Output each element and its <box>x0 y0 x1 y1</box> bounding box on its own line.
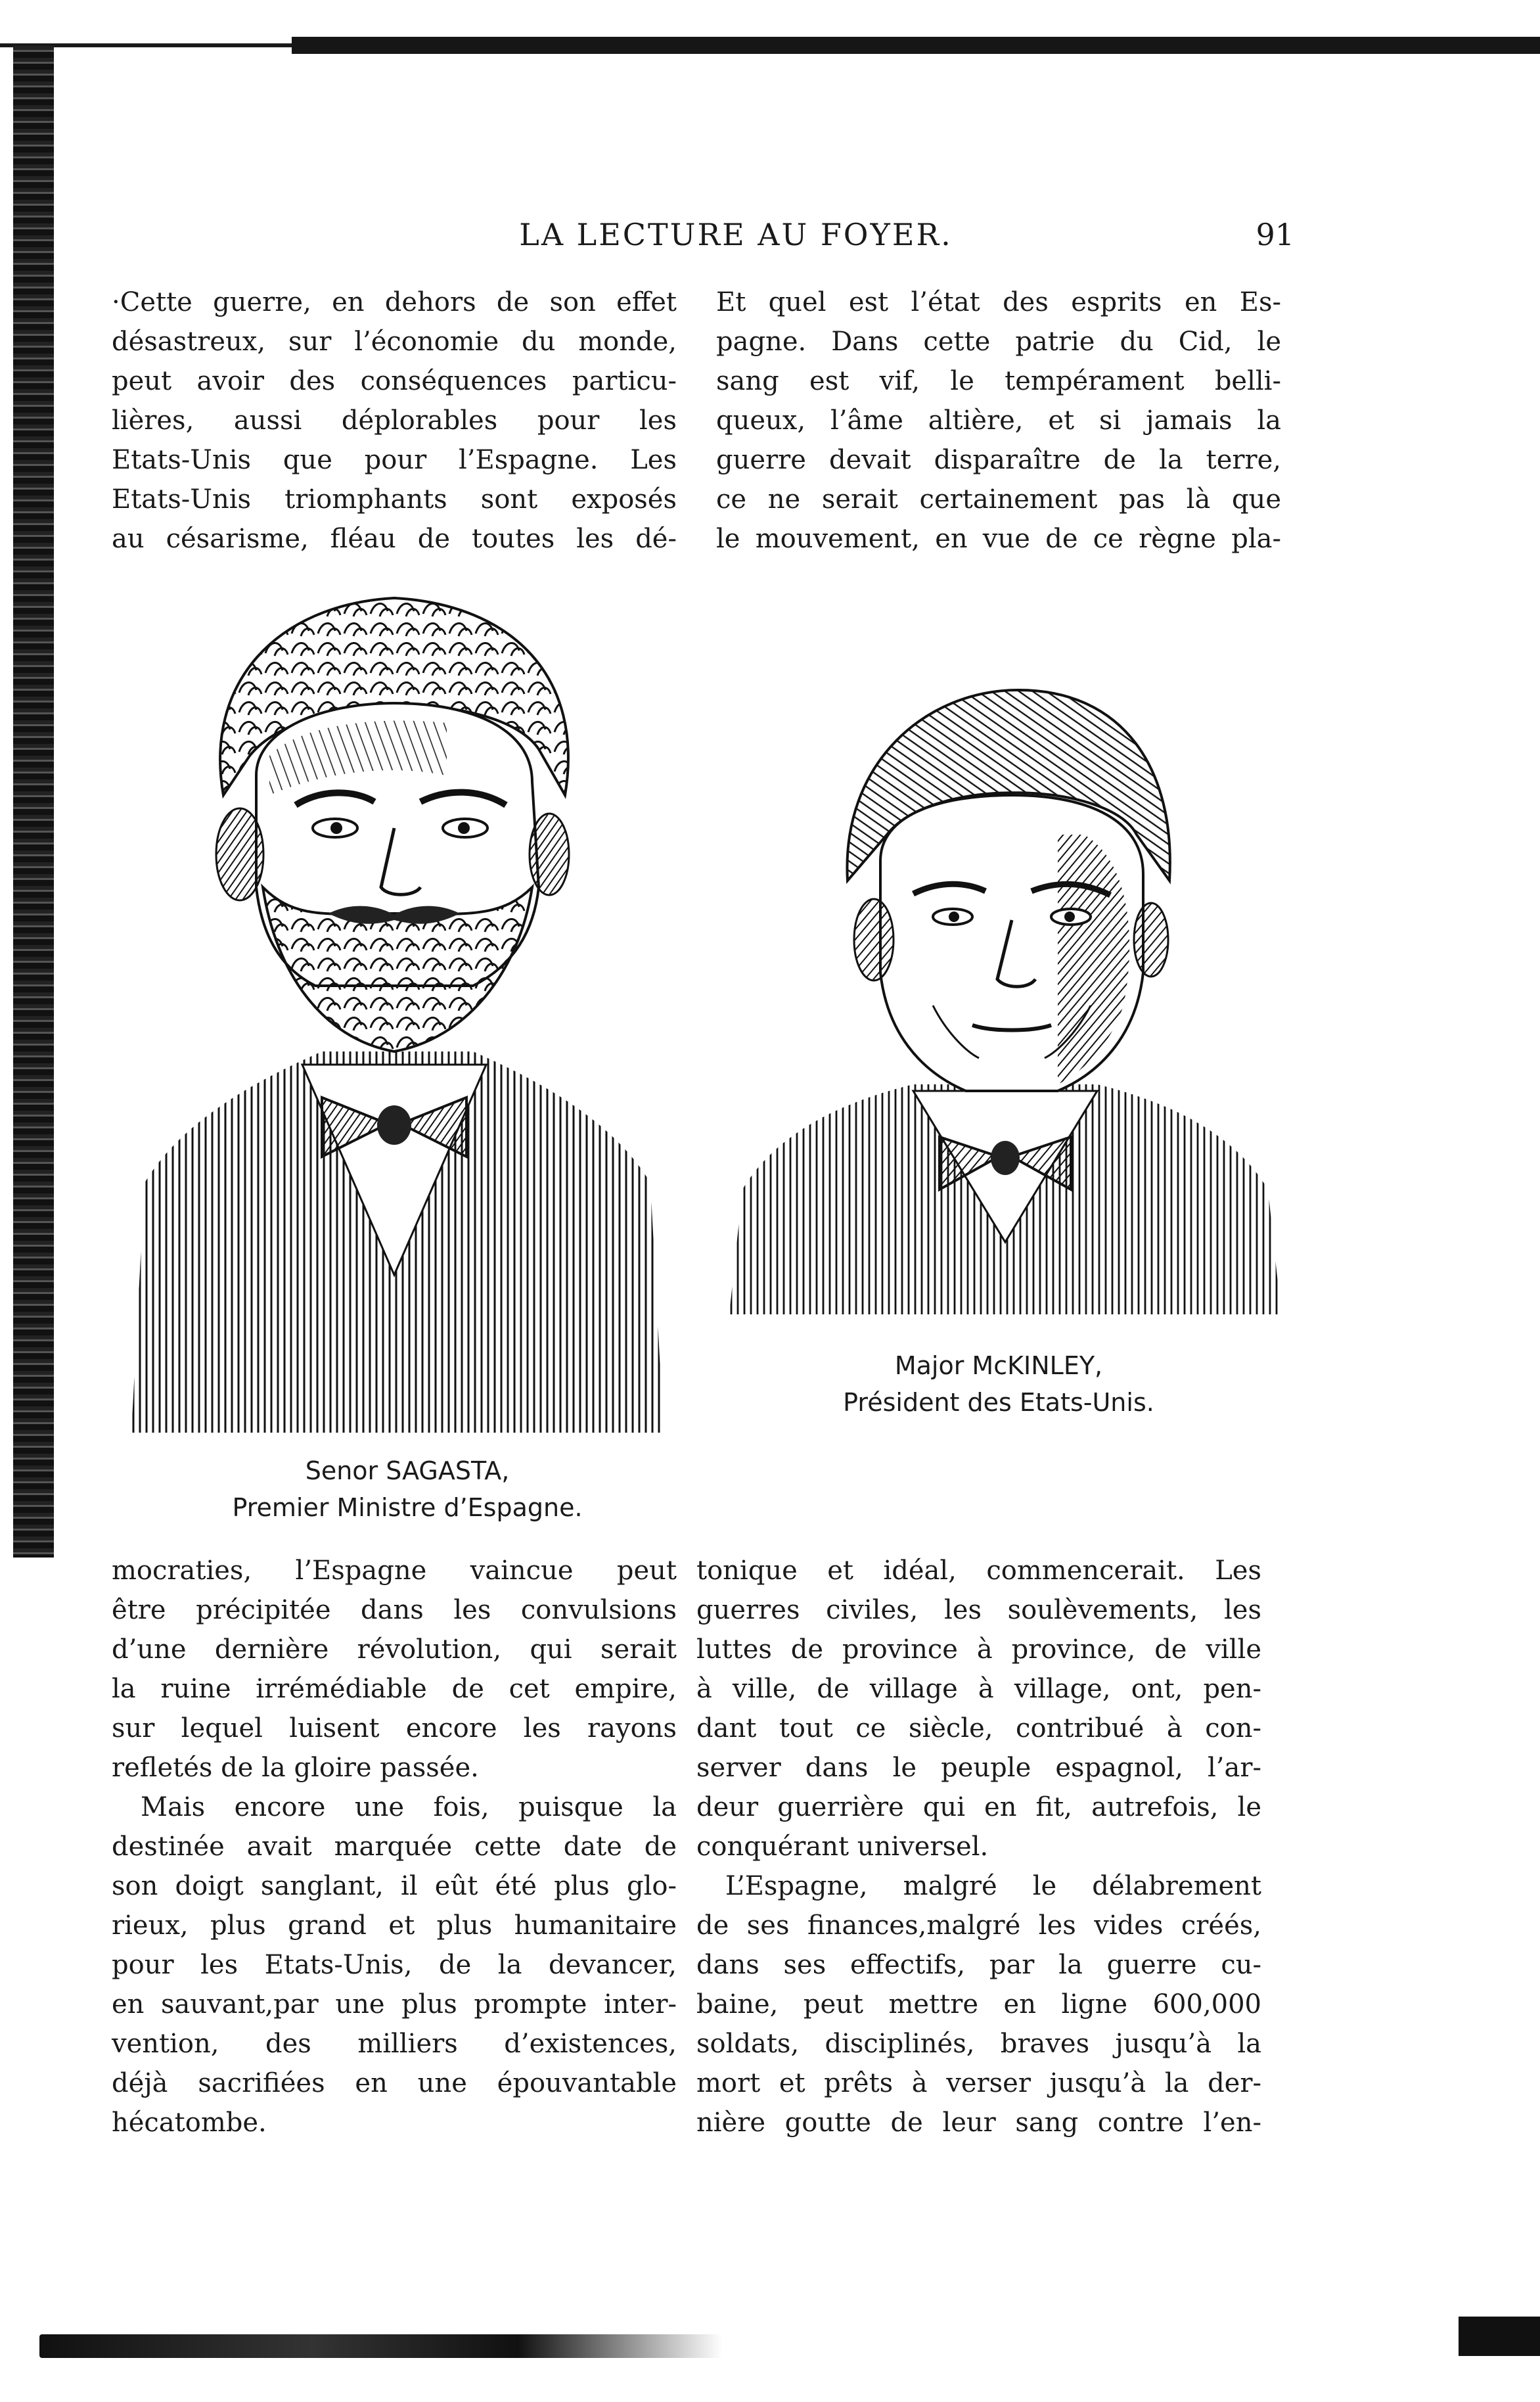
scan-edge-bottom <box>39 2334 723 2358</box>
text-line: d’une dernière révolution, qui serait <box>112 1634 677 1665</box>
text-line: désastreux, sur l’économie du monde, <box>112 327 677 357</box>
caption-title: Premier Ministre d’Espagne. <box>232 1493 583 1522</box>
text-column-bottom-right <box>696 1551 1261 2142</box>
caption-name: Major McKINLEY, <box>894 1351 1103 1380</box>
text-line: luttes de province à province, de ville <box>696 1634 1261 1665</box>
scan-edge-top <box>0 34 1540 57</box>
text-line: vention, des milliers d’existences, <box>112 2029 677 2059</box>
text-line: refletés de la gloire passée. <box>112 1753 479 1783</box>
text-column-top-right <box>716 283 1281 559</box>
text-line: conquérant universel. <box>696 1832 989 1862</box>
text-line: être précipitée dans les convulsions <box>112 1595 677 1625</box>
text-line: ce ne serait certainement pas là que <box>716 484 1281 515</box>
text-line: tonique et idéal, commencerait. Les <box>696 1556 1261 1586</box>
text-line: Etats-Unis que pour l’Espagne. Les <box>112 445 677 475</box>
text-line: baine, peut mettre en ligne 600,000 <box>696 1989 1261 2020</box>
text-line: hécatombe. <box>112 2108 267 2138</box>
running-title: LA LECTURE AU FOYER. <box>519 217 953 252</box>
caption-mckinley <box>742 1347 1255 1421</box>
text-line: en sauvant,par une plus prompte inter- <box>112 1989 677 2020</box>
text-line: dant tout ce siècle, contribué à con- <box>696 1713 1261 1744</box>
portrait-sagasta <box>105 578 683 1433</box>
caption-sagasta <box>151 1452 664 1526</box>
text-line: peut avoir des conséquences particu- <box>112 366 677 396</box>
text-line: pagne. Dans cette patrie du Cid, le <box>716 327 1281 357</box>
scan-corner-bottom-right <box>1459 2317 1540 2356</box>
text-line: mocraties, l’Espagne vaincue peut <box>112 1556 677 1586</box>
text-column-top-left <box>112 283 677 559</box>
text-line: destinée avait marquée cette date de <box>112 1832 677 1862</box>
text-line: son doigt sanglant, il eût été plus glo- <box>112 1871 677 1901</box>
scan-edge-left <box>13 46 54 1558</box>
text-line: rieux, plus grand et plus humanitaire <box>112 1910 677 1941</box>
text-line: Mais encore une fois, puisque la <box>141 1792 677 1822</box>
text-line: sang est vif, le tempérament belli- <box>716 366 1281 396</box>
text-line: guerres civiles, les soulèvements, les <box>696 1595 1261 1625</box>
page-number: 91 <box>1256 217 1294 252</box>
text-line: nière goutte de leur sang contre l’en- <box>696 2108 1261 2138</box>
text-line: à ville, de village à village, ont, pen- <box>696 1674 1261 1704</box>
text-line: déjà sacrifiées en une épouvantable <box>112 2068 677 2098</box>
text-line: la ruine irrémédiable de cet empire, <box>112 1674 677 1704</box>
text-line: Et quel est l’état des esprits en Es- <box>716 287 1281 317</box>
text-line: dans ses effectifs, par la guerre cu- <box>696 1950 1261 1980</box>
text-line: de ses finances,malgré les vides créés, <box>696 1910 1261 1941</box>
text-line: le mouvement, en vue de ce règne pla- <box>716 524 1281 554</box>
text-line: L’Espagne, malgré le délabrement <box>725 1871 1261 1901</box>
text-line: sur lequel luisent encore les rayons <box>112 1713 677 1744</box>
caption-title: Président des Etats-Unis. <box>843 1388 1154 1417</box>
text-line: guerre devait disparaître de la terre, <box>716 445 1281 475</box>
caption-name: Senor SAGASTA, <box>305 1456 510 1485</box>
text-line: au césarisme, fléau de toutes les dé- <box>112 524 677 554</box>
text-line: soldats, disciplinés, braves jusqu’à la <box>696 2029 1261 2059</box>
text-line: lières, aussi déplorables pour les <box>112 405 677 436</box>
text-line: queux, l’âme altière, et si jamais la <box>716 405 1281 436</box>
portrait-mckinley <box>716 664 1294 1321</box>
text-line: mort et prêts à verser jusqu’à la der- <box>696 2068 1261 2098</box>
text-line: Etats-Unis triomphants sont exposés <box>112 484 677 515</box>
text-line: ·Cette guerre, en dehors de son effet <box>112 287 677 317</box>
text-line: deur guerrière qui en fit, autrefois, le <box>696 1792 1261 1822</box>
text-column-bottom-left <box>112 1551 677 2142</box>
text-line: pour les Etats-Unis, de la devancer, <box>112 1950 677 1980</box>
text-line: server dans le peuple espagnol, l’ar- <box>696 1753 1261 1783</box>
